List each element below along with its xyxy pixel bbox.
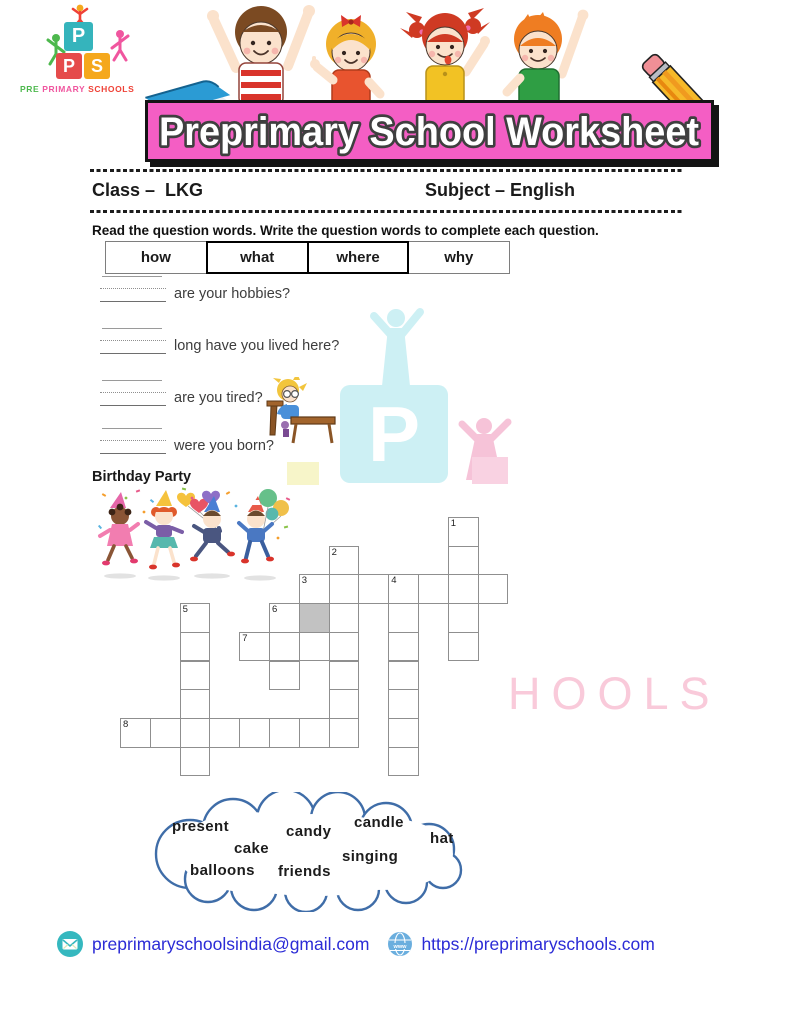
crossword-cell[interactable] [329, 574, 360, 604]
banner-title-art [152, 105, 707, 157]
kid-blonde-girl [310, 15, 380, 106]
crossword-cell-number: 4 [391, 575, 397, 587]
crossword-cell[interactable] [388, 661, 419, 691]
logo-caption-schools: SCHOOLS [88, 84, 135, 94]
crossword-cell[interactable] [269, 718, 300, 748]
crossword-cell[interactable] [239, 718, 270, 748]
crossword-cell-number: 6 [272, 604, 278, 616]
crossword-cell[interactable] [180, 689, 211, 719]
crossword-cell[interactable] [329, 689, 360, 719]
question-text: are you tired? [174, 390, 263, 406]
watermark-yellow-patch [287, 462, 319, 485]
crossword-cell[interactable] [299, 632, 330, 662]
answer-blank-line[interactable] [102, 276, 162, 277]
answer-blank-line[interactable] [102, 380, 162, 381]
svg-text:www: www [393, 944, 407, 950]
pps-logo [20, 4, 170, 99]
crossword-cell[interactable] [448, 546, 479, 576]
crossword-grid [120, 517, 510, 778]
footer-email-link[interactable]: preprimaryschoolsindia@gmail.com [92, 933, 370, 954]
separator-top [90, 169, 682, 172]
crossword-cell-number: 2 [331, 546, 337, 558]
question-row [100, 328, 520, 364]
crossword-cell[interactable] [180, 747, 211, 777]
crossword-cell[interactable] [180, 718, 211, 748]
word-bank-table [105, 241, 510, 274]
word-cloud-word: candy [286, 823, 332, 840]
worksheet-banner [145, 100, 714, 162]
word-bank-cell: what [206, 241, 309, 274]
cloud-outline-icon [138, 792, 483, 912]
word-bank-cell: why [444, 249, 474, 266]
crossword-cell[interactable] [329, 661, 360, 691]
class-label: Class – LKG [92, 180, 204, 200]
kid-green-shirt-boy [507, 10, 588, 106]
logo-block-p2: P [56, 53, 82, 79]
crossword-cell-number: 7 [242, 632, 248, 644]
logo-block-p1: P [64, 22, 93, 51]
logo-caption [20, 84, 180, 94]
birthday-party-title: Birthday Party [92, 469, 192, 485]
word-cloud-word: cake [234, 840, 269, 857]
answer-blank-line[interactable] [100, 453, 166, 454]
crossword-cell[interactable] [358, 574, 389, 604]
answer-blank-line[interactable] [100, 353, 166, 354]
crossword-cell[interactable] [448, 517, 479, 547]
word-cloud-word: present [172, 818, 229, 835]
crossword-cell[interactable] [329, 546, 360, 576]
crossword-cell[interactable] [239, 632, 270, 662]
crossword-cell[interactable] [448, 632, 479, 662]
crossword-cell[interactable] [180, 603, 211, 633]
word-cloud-word: singing [342, 848, 399, 865]
word-cloud-word: friends [278, 863, 331, 880]
word-cloud-word: hat [430, 830, 454, 847]
crossword-cell[interactable] [388, 632, 419, 662]
crossword-cell[interactable] [388, 689, 419, 719]
crossword-cell[interactable] [269, 661, 300, 691]
crossword-cell[interactable] [478, 574, 509, 604]
banner-title: Preprimary School Worksheet [159, 110, 699, 154]
logo-block-s: S [84, 53, 110, 79]
answer-blank-line[interactable] [102, 428, 162, 429]
subject-label: Subject – English [425, 180, 576, 200]
watermark-side-word: HOOLS [508, 668, 721, 719]
answer-blank-line[interactable] [100, 405, 166, 406]
instruction-text: Read the question words. Write the question words to complete each question. [92, 223, 599, 238]
crossword-cell[interactable] [388, 718, 419, 748]
crossword-cell[interactable] [448, 574, 479, 604]
crossword-cell[interactable] [388, 574, 419, 604]
separator-bottom [90, 210, 682, 213]
question-text: were you born? [174, 438, 274, 454]
www-globe-icon [387, 931, 413, 957]
word-cloud-word: balloons [190, 862, 255, 879]
crossword-cell-number: 8 [123, 718, 129, 730]
crossword-cell[interactable] [299, 603, 330, 633]
tired-girl-at-desk-illustration [263, 377, 337, 445]
crossword-cell-number: 5 [182, 604, 188, 616]
word-cloud-word: candle [354, 814, 404, 831]
logo-caption-primary: PRIMARY [42, 84, 89, 94]
crossword-cell-number: 3 [301, 575, 308, 587]
answer-blank-line[interactable] [100, 392, 166, 393]
word-cloud [138, 792, 483, 912]
crossword-cell[interactable] [418, 574, 449, 604]
word-bank-cell: where [307, 241, 410, 274]
question-row [100, 276, 520, 312]
word-bank-cell: how [106, 242, 207, 273]
question-text: long have you lived here? [174, 338, 340, 354]
logo-caption-pre: PRE [20, 84, 43, 94]
crossword-cell[interactable] [269, 632, 300, 662]
kids-illustration [198, 0, 598, 106]
answer-blank-line[interactable] [100, 440, 166, 441]
crossword-cell[interactable] [299, 718, 330, 748]
crossword-cell-number: 1 [450, 518, 457, 529]
crossword-cell[interactable] [329, 718, 360, 748]
crossword-cell[interactable] [388, 747, 419, 777]
kid-pigtails-girl [400, 8, 490, 106]
crossword-cell[interactable] [299, 574, 330, 604]
answer-blank-line[interactable] [100, 288, 166, 289]
answer-blank-line[interactable] [102, 328, 162, 329]
crossword-cell[interactable] [448, 603, 479, 633]
crossword-cell[interactable] [120, 718, 151, 748]
crossword-cell[interactable] [180, 661, 211, 691]
crossword-cell[interactable] [329, 603, 360, 633]
crossword-cell[interactable] [180, 632, 211, 662]
crossword-cell[interactable] [209, 718, 240, 748]
crossword-cell[interactable] [150, 718, 181, 748]
crossword-cell[interactable] [269, 603, 300, 633]
footer-website-link[interactable]: https://preprimaryschools.com [421, 933, 655, 954]
watermark-p-letter: P [367, 389, 421, 478]
crossword-cell[interactable] [329, 632, 360, 662]
answer-blank-line[interactable] [100, 301, 166, 302]
crossword-cell[interactable] [388, 603, 419, 633]
email-icon [56, 930, 84, 958]
answer-blank-line[interactable] [100, 340, 166, 341]
footer [56, 930, 655, 958]
question-text: are your hobbies? [174, 286, 291, 302]
